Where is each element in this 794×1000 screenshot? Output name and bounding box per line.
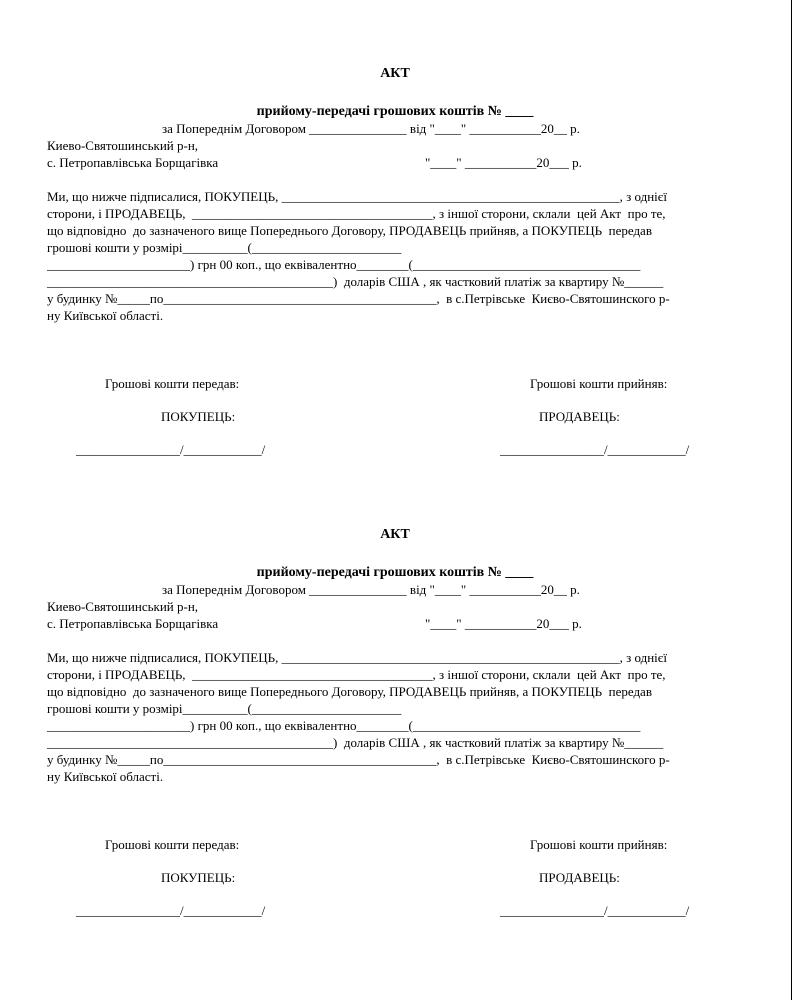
body-line: у будинку №_____по__________________________________________, в с.Петрівське Києво-Святошинского р- — [47, 291, 670, 306]
act-subtitle: прийому-передачі грошових коштів № ____ — [256, 104, 534, 119]
date-line: "____" ___________20___ р. — [425, 155, 582, 170]
body-line: ну Київської області. — [47, 769, 164, 784]
transferred-by-label: Грошові кошти передав: — [105, 376, 240, 391]
body-line: ______________________) грн 00 коп., що еквівалентно________(___________________________________ — [47, 257, 641, 272]
body-line: Ми, що нижче підписалися, ПОКУПЕЦЬ, ____________________________________________________, з однієї — [47, 189, 667, 204]
act-title: АКТ — [380, 66, 410, 81]
village-line: с. Петропавлівська Борщагівка — [47, 155, 219, 170]
transferred-by-label: Грошові кошти передав: — [105, 837, 240, 852]
body-line: ______________________) грн 00 коп., що еквівалентно________(___________________________________ — [47, 718, 641, 733]
act-subtitle: прийому-передачі грошових коштів № ____ — [256, 565, 534, 580]
village-line: с. Петропавлівська Борщагівка — [47, 616, 219, 631]
contract-reference-line: за Попереднім Договором _______________ від "____" ___________20__ р. — [162, 582, 580, 597]
contract-reference-line: за Попереднім Договором _______________ від "____" ___________20__ р. — [162, 121, 580, 136]
buyer-role-label: ПОКУПЕЦЬ: — [161, 870, 236, 885]
body-line: у будинку №_____по__________________________________________, в с.Петрівське Києво-Святошинского р- — [47, 752, 670, 767]
seller-role-label: ПРОДАВЕЦЬ: — [539, 870, 620, 885]
body-line: Ми, що нижче підписалися, ПОКУПЕЦЬ, ____________________________________________________, з однієї — [47, 650, 667, 665]
date-line: "____" ___________20___ р. — [425, 616, 582, 631]
buyer-signature-line: ________________/____________/ — [76, 903, 266, 918]
act-title: АКТ — [380, 527, 410, 542]
received-by-label: Грошові кошти прийняв: — [530, 376, 668, 391]
district-line: Киево-Святошинський р-н, — [47, 599, 199, 614]
body-line: сторони, і ПРОДАВЕЦЬ, _____________________________________, з іншої сторони, склали цей Акт про те, — [47, 206, 666, 221]
body-line: ____________________________________________) доларів США , як частковий платіж за квартиру №______ — [47, 274, 664, 289]
body-line: що відповідно до зазначеного вище Попереднього Договору, ПРОДАВЕЦЬ прийняв, а ПОКУПЕЦЬ передав — [47, 684, 652, 699]
seller-signature-line: ________________/____________/ — [500, 442, 690, 457]
body-line: ну Київської області. — [47, 308, 164, 323]
seller-role-label: ПРОДАВЕЦЬ: — [539, 409, 620, 424]
body-line: грошові кошти у розмірі__________(_______________________ — [47, 240, 402, 255]
buyer-role-label: ПОКУПЕЦЬ: — [161, 409, 236, 424]
body-line: що відповідно до зазначеного вище Попереднього Договору, ПРОДАВЕЦЬ прийняв, а ПОКУПЕЦЬ передав — [47, 223, 652, 238]
received-by-label: Грошові кошти прийняв: — [530, 837, 668, 852]
body-line: грошові кошти у розмірі__________(_______________________ — [47, 701, 402, 716]
district-line: Киево-Святошинський р-н, — [47, 138, 199, 153]
act-form-1 — [0, 62, 794, 522]
seller-signature-line: ________________/____________/ — [500, 903, 690, 918]
body-line: сторони, і ПРОДАВЕЦЬ, _____________________________________, з іншої сторони, склали цей Акт про те, — [47, 667, 666, 682]
act-form-2 — [0, 523, 794, 983]
body-line: ____________________________________________) доларів США , як частковий платіж за квартиру №______ — [47, 735, 664, 750]
buyer-signature-line: ________________/____________/ — [76, 442, 266, 457]
